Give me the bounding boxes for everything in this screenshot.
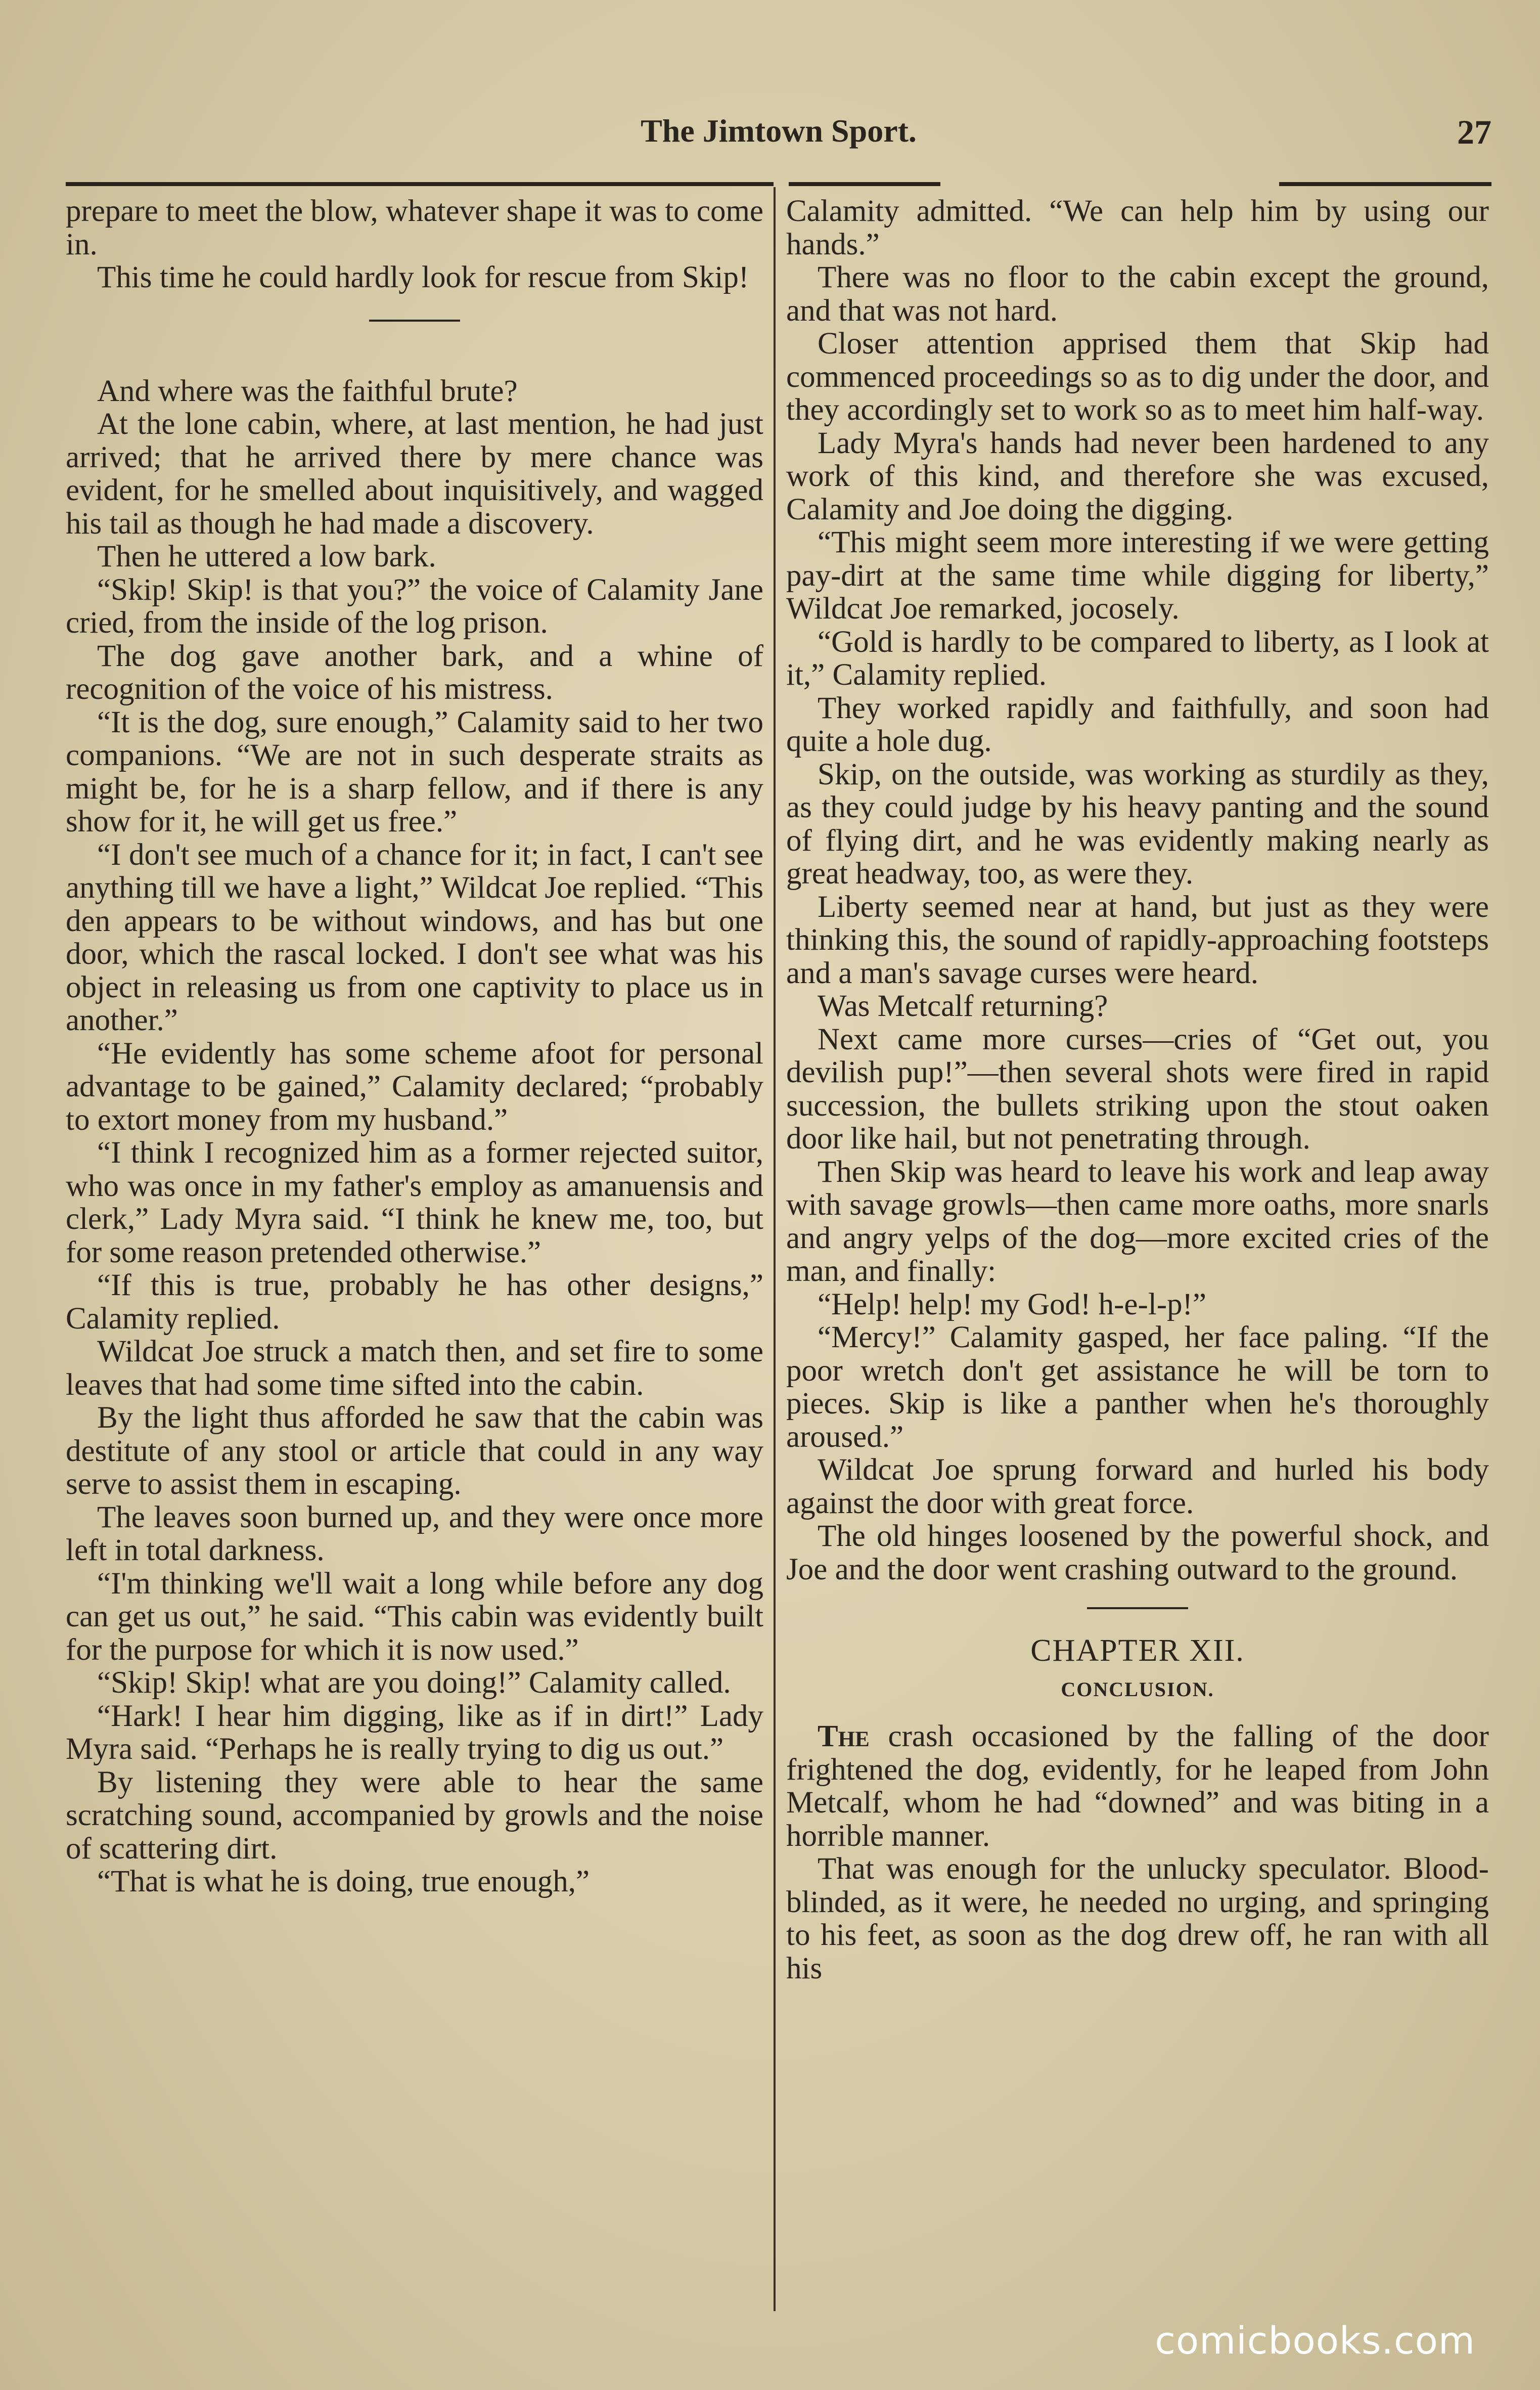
paragraph: Closer attention apprised them that Skip had commenced proceedings so as to dig under the door, and they accordingly set to work so as to meet him half-way. [786,327,1489,427]
paragraph: “If this is true, probably he has other designs,” Calamity replied. [66,1268,763,1336]
left-column-part1 [66,195,763,294]
chapter-title: CHAPTER XII. [1030,1633,1245,1668]
chapter-opening-text: crash occasioned by the falling of the door frightened the dog, evidently, for he leaped from John Metcalf, whom he had “downed” and was biting in a horrible manner. [786,1719,1489,1853]
paragraph: This time he could hardly look for rescue from Skip! [97,260,749,294]
paragraph: Skip, on the outside, was working as sturdily as they, as they could judge by his heavy panting and the sound of flying dirt, and he was evidently making nearly as great headway, too, as were they. [786,757,1489,891]
paragraph: prepare to meet the blow, whatever shape it was to come in. [66,194,763,261]
paragraph: “Skip! Skip! what are you doing!” Calamity called. [97,1666,731,1700]
paragraph: At the lone cabin, where, at last mention, he had just arrived; that he arrived there by mere chance was evident, for he smelled about inquisitively, and wagged his tail as though he had made a discovery. [66,407,763,541]
paragraph: That was enough for the unlucky speculator. Blood-blinded, as it were, he needed no urging, and springing to his feet, as soon as the dog drew off, he ran with all his [786,1852,1489,1985]
chapter-separator [1087,1607,1188,1609]
paragraph: They worked rapidly and faithfully, and soon had quite a hole dug. [786,691,1489,758]
header-rule-left [66,182,774,186]
header-title: The Jimtown Sport. [641,113,917,149]
chapter-opening-paragraph [786,1720,1489,1852]
paragraph: Next came more curses—cries of “Get out, you devilish pup!”—then several shots were fired in rapid succession, the bullets striking upon the stout oaken door like hail, but not penetrating through. [786,1022,1489,1156]
paragraph: The leaves soon burned up, and they were once more left in total darkness. [66,1500,763,1567]
paragraph: “He evidently has some scheme afoot for personal advantage to be gained,” Calamity declared; “probably to extort money from my husband.” [66,1036,763,1137]
paragraph: Wildcat Joe sprung forward and hurled his body against the door with great force. [786,1453,1489,1520]
right-column-part2 [786,1852,1489,1985]
paragraph: Calamity admitted. “We can help him by using our hands.” [786,194,1489,261]
paragraph: “Mercy!” Calamity gasped, her face paling. “If the poor wretch don't get assistance he will be torn to pieces. Skip is like a panther when he's thoroughly aroused.” [786,1320,1489,1454]
paragraph: By listening they were able to hear the same scratching sound, accompanied by growls and the noise of scattering dirt. [66,1765,763,1866]
paragraph: “Help! help! my God! h-e-l-p!” [818,1287,1206,1321]
paragraph: “That is what he is doing, true enough,” [97,1865,590,1898]
section-separator [369,320,460,322]
right-column-part1 [786,195,1489,1586]
paragraph: Was Metcalf returning? [818,989,1108,1023]
right-column [786,195,1489,1985]
paragraph: “This might seem more interesting if we were getting pay-dirt at the same time while digging for liberty,” Wildcat Joe remarked, jocosely. [786,525,1489,626]
paragraph: Then Skip was heard to leave his work and leap away with savage growls—then came more oaths, more snarls and angry yelps of the dog—more excited cries of the man, and finally: [786,1155,1489,1288]
left-column [66,195,763,1898]
paragraph: The dog gave another bark, and a whine of recognition of the voice of his mistress. [66,639,763,706]
paragraph: Wildcat Joe struck a match then, and set fire to some leaves that had some time sifted into the cabin. [66,1335,763,1402]
watermark: comicbooks.com [1155,2319,1475,2363]
paragraph: “I'm thinking we'll wait a long while before any dog can get us out,” he said. “This cabin was evidently built for the purpose for which it is now used.” [66,1566,763,1667]
paragraph: “I think I recognized him as a former rejected suitor, who was once in my father's employ as amanuensis and clerk,” Lady Myra said. “I think he knew me, too, but for some reason pretended otherwise.” [66,1136,763,1269]
paragraph: “I don't see much of a chance for it; in fact, I can't see anything till we have a light,” Wildcat Joe replied. “This den appears to be without windows, and has but one door, which the rascal locked. I don't see what was his object in releasing us from one captivity to place us in another.” [66,837,763,1037]
paragraph: “It is the dog, sure enough,” Calamity said to her two companions. “We are not in such desperate straits as might be, for he is a sharp fellow, and if there is any show for it, he will get us free.” [66,705,763,838]
paragraph: Then he uttered a low bark. [97,540,436,573]
paragraph: By the light thus afforded he saw that the cabin was destitute of any stool or article that could in any way serve to assist them in escaping. [66,1401,763,1501]
paragraph: “Gold is hardly to be compared to liberty, as I look at it,” Calamity replied. [786,625,1489,692]
header-rule-right-b [1279,182,1491,186]
page-number: 27 [1457,113,1491,151]
paragraph: “Hark! I hear him digging, like as if in dirt!” Lady Myra said. “Perhaps he is really trying to dig us out.” [66,1699,763,1766]
chapter-first-word: The [818,1719,870,1753]
paragraph: The old hinges loosened by the powerful shock, and Joe and the door went crashing outward to the ground. [786,1519,1489,1586]
column-divider [774,187,776,2311]
header-rule-right-a [789,182,940,186]
left-column-part2 [66,375,763,1898]
paragraph: Lady Myra's hands had never been hardened to any work of this kind, and therefore she was excused, Calamity and Joe doing the digging. [786,426,1489,526]
paragraph: There was no floor to the cabin except the ground, and that was not hard. [786,260,1489,328]
paragraph: And where was the faithful brute? [97,374,518,408]
chapter-subtitle: CONCLUSION. [1061,1677,1214,1701]
paragraph: Liberty seemed near at hand, but just as they were thinking this, the sound of rapidly-approaching footsteps and a man's savage curses were heard. [786,890,1489,990]
paragraph: “Skip! Skip! is that you?” the voice of Calamity Jane cried, from the inside of the log prison. [66,572,763,640]
running-header [66,112,1491,158]
